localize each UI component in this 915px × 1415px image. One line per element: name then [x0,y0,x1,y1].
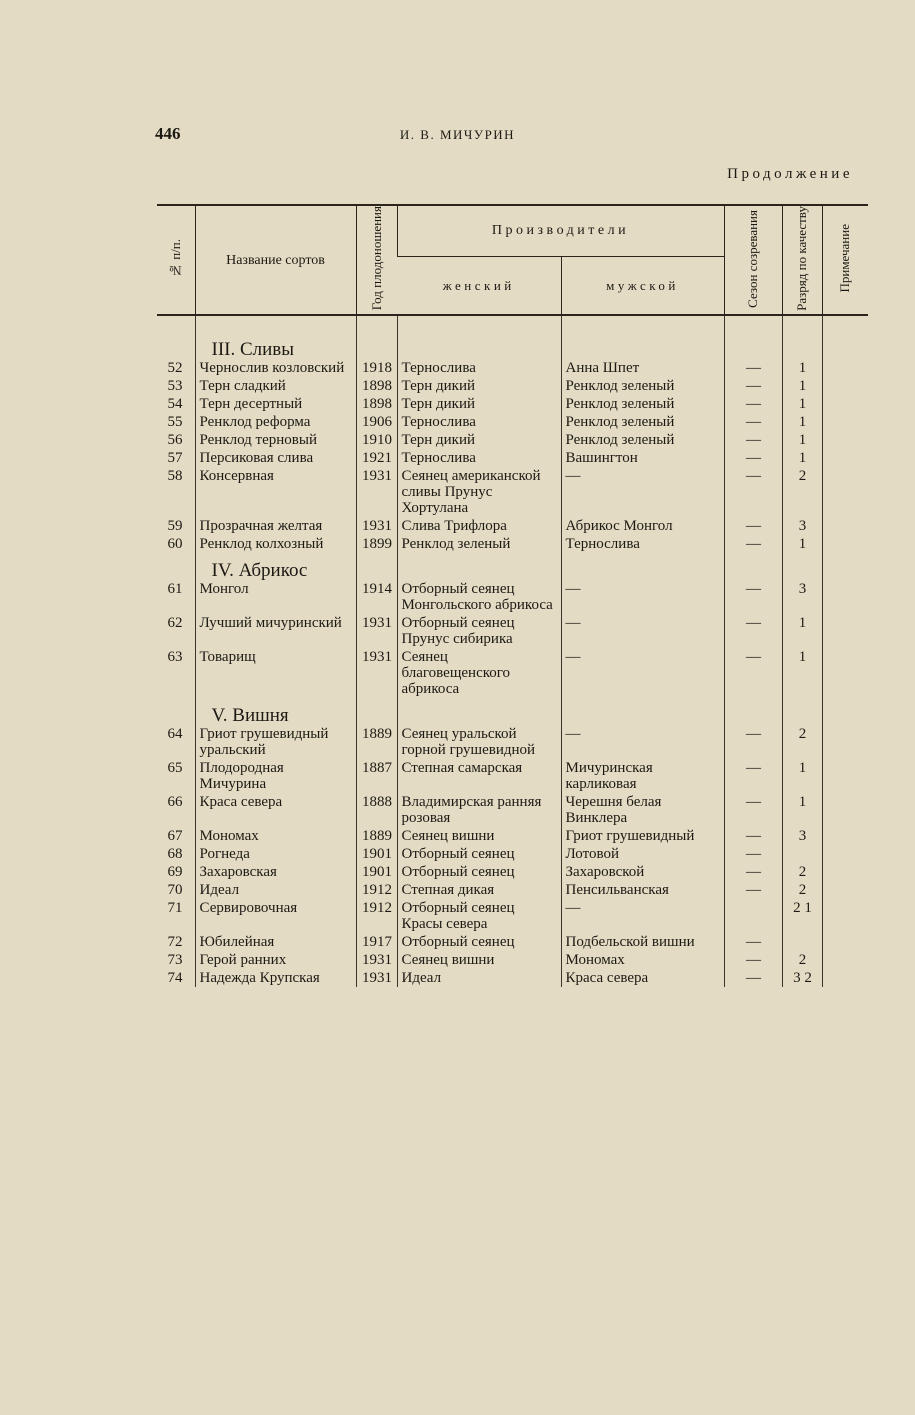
section-heading-row [157,553,868,580]
cell-name: Монгол [195,580,356,614]
cell-num: 64 [167,726,183,742]
cell-season: — [724,759,782,793]
cell-note [822,793,868,827]
cell-male: Пенсильванская [561,881,724,899]
cell-num: 58 [167,468,183,484]
cell-year: 1931 [356,517,397,535]
cell-season: — [724,580,782,614]
cell-grade [782,933,822,951]
cell-name: Сервировочная [195,899,356,933]
cell-name: Плодородная Мичурина [195,759,356,793]
section-heading-spacer [397,553,561,580]
cell-year: 1901 [356,863,397,881]
cell-male: — [561,580,724,614]
section-heading-spacer [724,698,782,725]
section-heading-spacer [724,332,782,359]
header-num: № п/п. [157,205,195,315]
cell-male: Подбельской вишни [561,933,724,951]
cell-season [724,899,782,933]
cell-year: 1901 [356,845,397,863]
cell-grade: 1 [782,413,822,431]
cell-note [822,614,868,648]
cell-num: 60 [167,536,183,552]
header-female: женский [442,277,515,293]
section-heading-spacer [782,553,822,580]
cell-year: 1921 [356,449,397,467]
section-heading-spacer [561,553,724,580]
cell-season: — [724,467,782,517]
table-row [157,517,868,535]
cell-male: Абрикос Монгол [561,517,724,535]
cell-grade [782,845,822,863]
cell-name: Идеал [195,881,356,899]
cell-grade: 1 [782,759,822,793]
section-heading-spacer [724,553,782,580]
spacer-cell [397,315,561,332]
cell-female: Степная дикая [397,881,561,899]
cell-note [822,969,868,987]
section-heading-spacer [356,553,397,580]
cell-season: — [724,827,782,845]
cell-note [822,725,868,759]
header-name: Название сортов [195,205,356,315]
cell-grade: 1 [782,614,822,648]
spacer-cell [782,315,822,332]
cell-year: 1912 [356,899,397,933]
cell-male: Ренклод зеленый [561,395,724,413]
section-title: IV. Абрикос [195,553,356,580]
section-heading-row [157,698,868,725]
section-title: III. Сливы [195,332,356,359]
cell-grade: 3 [782,580,822,614]
spacer-cell [561,315,724,332]
cell-name: Чернослив козловский [195,359,356,377]
header-season: Сезон созревания [724,205,782,315]
cell-year: 1931 [356,614,397,648]
table-row [157,899,868,933]
cell-season: — [724,725,782,759]
cell-num: 65 [167,760,183,776]
cell-num: 56 [167,432,183,448]
cell-year: 1899 [356,535,397,553]
section-heading-spacer [397,698,561,725]
cell-grade: 2 [782,467,822,517]
cell-note [822,827,868,845]
cell-year: 1889 [356,725,397,759]
section-spacer [157,315,868,332]
header-note: Примечание [822,205,868,315]
cell-year: 1931 [356,951,397,969]
spacer-cell [724,315,782,332]
cell-season: — [724,863,782,881]
table-row [157,431,868,449]
cell-season: — [724,648,782,698]
cell-num: 67 [167,828,183,844]
cell-name: Рогнеда [195,845,356,863]
cell-male: Ренклод зеленый [561,413,724,431]
cell-year: 1887 [356,759,397,793]
continuation-label: Продолжение [727,166,853,182]
cell-season: — [724,881,782,899]
cell-season: — [724,413,782,431]
cell-year: 1918 [356,359,397,377]
cell-note [822,413,868,431]
section-heading-spacer [157,698,195,725]
cell-year: 1910 [356,431,397,449]
table-row [157,467,868,517]
section-heading-spacer [356,698,397,725]
cell-female: Владимирская ранняя розовая [397,793,561,827]
cell-note [822,845,868,863]
cell-grade: 1 [782,395,822,413]
section-heading-spacer [782,698,822,725]
header-male: мужской [561,257,724,316]
cell-male: Лотовой [561,845,724,863]
cell-num: 61 [167,581,183,597]
cell-female: Отборный сеянец Прунус сибирика [397,614,561,648]
cell-grade: 2 [782,881,822,899]
cell-grade: 2 [782,863,822,881]
table-row [157,951,868,969]
cell-year: 1906 [356,413,397,431]
cell-season: — [724,614,782,648]
cell-male: — [561,614,724,648]
cell-num: 70 [167,882,183,898]
cell-male: Ренклод зеленый [561,431,724,449]
cell-name: Прозрачная желтая [195,517,356,535]
cell-season: — [724,951,782,969]
table-row [157,395,868,413]
cell-name: Терн сладкий [195,377,356,395]
section-title: V. Вишня [195,698,356,725]
cell-name: Консервная [195,467,356,517]
section-heading-spacer [561,332,724,359]
cell-name: Юбилейная [195,933,356,951]
cell-grade: 1 [782,535,822,553]
table-row [157,759,868,793]
cell-note [822,951,868,969]
cell-male: Ренклод зеленый [561,377,724,395]
cell-name: Гриот грушевидный уральский [195,725,356,759]
cell-year: 1931 [356,467,397,517]
cell-name: Герой ранних [195,951,356,969]
cell-year: 1917 [356,933,397,951]
cell-season: — [724,377,782,395]
table-row [157,863,868,881]
cell-num: 62 [167,615,183,631]
cell-female: Сеянец благовещенского абрикоса [397,648,561,698]
cell-female: Ренклод зеленый [397,535,561,553]
cell-name: Терн десертный [195,395,356,413]
cell-female: Идеал [397,969,561,987]
cell-female: Тернослива [397,359,561,377]
cell-female: Сеянец вишни [397,951,561,969]
cell-season: — [724,449,782,467]
cell-grade: 1 [782,648,822,698]
section-heading-spacer [397,332,561,359]
spacer-cell [822,315,868,332]
cell-year: 1931 [356,969,397,987]
cell-female: Отборный сеянец Красы севера [397,899,561,933]
section-heading-spacer [822,698,868,725]
cell-note [822,517,868,535]
cell-male: — [561,725,724,759]
table-row [157,969,868,987]
table-row [157,359,868,377]
table-row [157,648,868,698]
cell-num: 54 [167,396,183,412]
header-grade: Разряд по качеству [782,205,822,315]
table-body [157,315,868,987]
table-row [157,535,868,553]
spacer-cell [356,315,397,332]
cell-season: — [724,517,782,535]
cell-female: Отборный сеянец [397,933,561,951]
cell-num: 63 [167,649,183,665]
cell-male: — [561,899,724,933]
section-heading-spacer [822,332,868,359]
table-row [157,793,868,827]
cell-female: Сеянец вишни [397,827,561,845]
cell-year: 1931 [356,648,397,698]
section-heading-spacer [356,332,397,359]
table-row [157,845,868,863]
page-number: 446 [155,124,181,143]
cell-note [822,881,868,899]
cell-grade: 3 [782,517,822,535]
cell-male: Тернослива [561,535,724,553]
cell-grade: 1 [782,359,822,377]
section-heading-spacer [157,553,195,580]
spacer-cell [195,315,356,332]
cell-female: Степная самарская [397,759,561,793]
cell-season: — [724,535,782,553]
cell-name: Товарищ [195,648,356,698]
cell-season: — [724,431,782,449]
cell-season: — [724,845,782,863]
cell-male: Захаровской [561,863,724,881]
cell-name: Надежда Крупская [195,969,356,987]
cell-num: 74 [167,970,183,986]
cell-note [822,759,868,793]
cell-season: — [724,793,782,827]
cell-num: 55 [167,414,183,430]
table-row [157,614,868,648]
running-head: И. В. МИЧУРИН [399,127,516,142]
cell-year: 1912 [356,881,397,899]
cell-note [822,899,868,933]
table-row [157,827,868,845]
spacer-cell [157,315,195,332]
cell-num: 52 [167,360,183,376]
cell-name: Захаровская [195,863,356,881]
cell-male: — [561,648,724,698]
cell-female: Терн дикий [397,377,561,395]
cell-female: Тернослива [397,413,561,431]
cell-note [822,863,868,881]
cell-male: Мичуринская карликовая [561,759,724,793]
cell-year: 1898 [356,377,397,395]
cell-male: Черешня белая Винклера [561,793,724,827]
cell-num: 53 [167,378,183,394]
cell-grade: 2 [782,725,822,759]
section-heading-spacer [822,553,868,580]
cell-name: Ренклод колхозный [195,535,356,553]
cell-grade: 3 [782,827,822,845]
cell-grade: 1 [782,377,822,395]
cell-grade: 2 1 [782,899,822,933]
cell-female: Тернослива [397,449,561,467]
cell-grade: 1 [782,449,822,467]
cell-note [822,377,868,395]
cell-num: 69 [167,864,183,880]
cell-season: — [724,969,782,987]
cell-male: Краса севера [561,969,724,987]
cell-num: 72 [167,934,183,950]
cell-season: — [724,395,782,413]
cell-male: Гриот грушевидный [561,827,724,845]
cell-female: Терн дикий [397,395,561,413]
cell-note [822,395,868,413]
cell-num: 57 [167,450,183,466]
cell-note [822,648,868,698]
cell-female: Сеянец уральской горной грушевидной [397,725,561,759]
cell-female: Отборный сеянец [397,845,561,863]
cell-name: Лучший мичуринский [195,614,356,648]
cell-name: Персиковая слива [195,449,356,467]
cell-female: Отборный сеянец [397,863,561,881]
cell-num: 71 [167,900,183,916]
cell-year: 1889 [356,827,397,845]
cell-grade: 3 2 [782,969,822,987]
cell-name: Ренклод терновый [195,431,356,449]
cell-grade: 2 [782,951,822,969]
cell-male: Анна Шпет [561,359,724,377]
section-heading-spacer [561,698,724,725]
cell-female: Отборный сеянец Монгольского абрикоса [397,580,561,614]
cell-season: — [724,933,782,951]
varieties-table [157,204,868,987]
cell-name: Краса севера [195,793,356,827]
cell-female: Сеянец американской сливы Прунус Хортулана [397,467,561,517]
table-row [157,881,868,899]
section-heading-spacer [782,332,822,359]
table-row [157,580,868,614]
cell-year: 1914 [356,580,397,614]
cell-note [822,580,868,614]
table-row [157,725,868,759]
cell-male: Мономах [561,951,724,969]
cell-num: 59 [167,518,183,534]
cell-year: 1898 [356,395,397,413]
cell-name: Ренклод реформа [195,413,356,431]
cell-female: Слива Трифлора [397,517,561,535]
cell-grade: 1 [782,793,822,827]
cell-num: 73 [167,952,183,968]
table-row [157,377,868,395]
cell-name: Мономах [195,827,356,845]
cell-num: 68 [167,846,183,862]
cell-male: Вашингтон [561,449,724,467]
section-heading-row [157,332,868,359]
cell-year: 1888 [356,793,397,827]
table-row [157,413,868,431]
cell-num: 66 [167,794,183,810]
cell-season: — [724,359,782,377]
cell-note [822,535,868,553]
header-producers: Производители [397,205,724,257]
cell-male: — [561,467,724,517]
cell-note [822,431,868,449]
cell-note [822,449,868,467]
cell-female: Терн дикий [397,431,561,449]
header-year: Год плодоношения [356,205,397,315]
section-heading-spacer [157,332,195,359]
cell-note [822,359,868,377]
table-row [157,449,868,467]
cell-grade: 1 [782,431,822,449]
cell-note [822,933,868,951]
table-row [157,933,868,951]
cell-note [822,467,868,517]
